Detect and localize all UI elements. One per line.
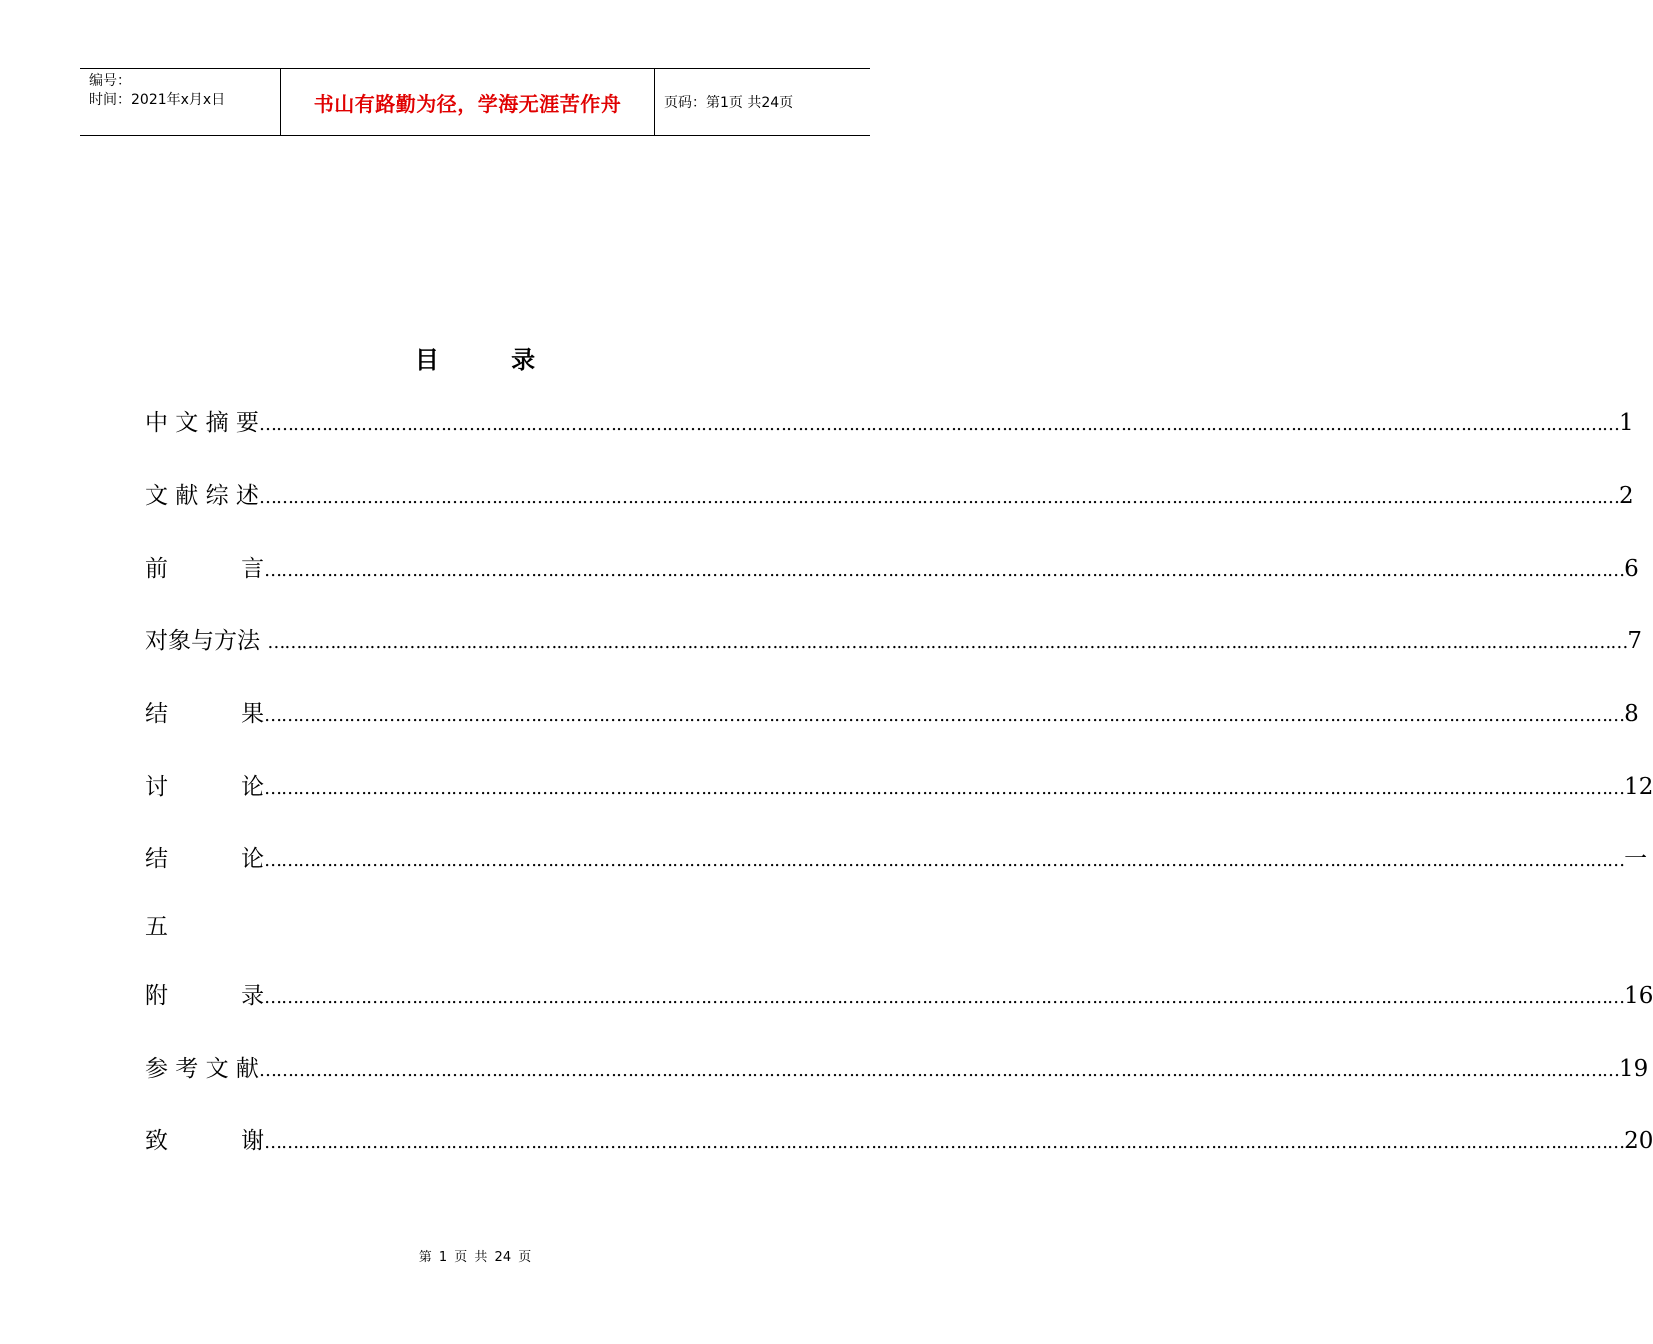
toc-entry[interactable]	[145, 695, 1639, 728]
toc-entry-page: 6	[1624, 556, 1639, 582]
toc-entry-page: 一	[1624, 846, 1648, 872]
toc-leader-dots: ……………………………………………………………………………………………………………………………………………………………………………………………………………………	[264, 850, 1625, 871]
toc-leader-dots: ……………………………………………………………………………………………………………………………………………………………………………………………………………………	[258, 414, 1619, 435]
page-header	[80, 68, 870, 136]
header-page-info: 页码：第1页 共24页	[664, 95, 794, 111]
toc-entry[interactable]	[145, 404, 1634, 437]
toc-entry-label: 参 考 文 献	[145, 1056, 259, 1082]
code-label: 编号：	[89, 73, 131, 89]
page-footer: 第 1 页 共 24 页	[418, 1250, 532, 1265]
toc-entry-label: 对象与方法	[145, 628, 268, 654]
toc-leader-dots: ……………………………………………………………………………………………………………………………………………………………………………………………………………………	[258, 1060, 1619, 1081]
toc-entry[interactable]	[145, 768, 1653, 801]
toc-entry[interactable]	[145, 1050, 1649, 1083]
toc-entry[interactable]	[145, 1122, 1653, 1155]
toc-entry-label: 致 谢	[145, 1128, 265, 1154]
toc-leader-dots: ……………………………………………………………………………………………………………………………………………………………………………………………………………………	[264, 560, 1625, 581]
toc-entry-page: 16	[1624, 983, 1653, 1009]
toc-entry-label: 附 录	[145, 983, 265, 1009]
toc-leader-dots: ……………………………………………………………………………………………………………………………………………………………………………………………………………………	[264, 778, 1625, 799]
toc-entry[interactable]	[145, 840, 1648, 873]
toc-entry-page-continuation: 五	[145, 914, 168, 940]
toc-entry-page: 20	[1624, 1128, 1653, 1154]
toc-entry-label: 结 果	[145, 701, 265, 727]
toc-entry-page: 2	[1618, 483, 1634, 509]
toc-leader-dots: ……………………………………………………………………………………………………………………………………………………………………………………………………………………	[264, 987, 1625, 1008]
toc-entry[interactable]	[145, 977, 1653, 1010]
toc-entry-page: 1	[1618, 410, 1634, 436]
toc-entry-page: 19	[1618, 1056, 1649, 1082]
toc-entry-label: 讨 论	[145, 774, 265, 800]
toc-entry[interactable]	[145, 550, 1639, 583]
toc-leader-dots: ……………………………………………………………………………………………………………………………………………………………………………………………………………………	[264, 705, 1625, 726]
toc-entry[interactable]	[145, 477, 1634, 510]
toc-leader-dots: ……………………………………………………………………………………………………………………………………………………………………………………………………………………	[267, 632, 1628, 653]
toc-entry-page: 12	[1624, 774, 1653, 800]
toc-title: 目 录	[414, 345, 568, 374]
toc-entry-page: 7	[1627, 628, 1642, 654]
toc-entry-label: 文 献 综 述	[145, 483, 259, 509]
toc-entry[interactable]	[145, 622, 1642, 655]
toc-leader-dots: ……………………………………………………………………………………………………………………………………………………………………………………………………………………	[264, 1132, 1625, 1153]
time-label: 时间：2021年x月x日	[89, 92, 226, 108]
header-meta	[80, 69, 281, 135]
toc-entry-label: 结 论	[145, 846, 265, 872]
toc-entry-label: 前 言	[145, 556, 265, 582]
toc-entry-label: 中 文 摘 要	[145, 410, 259, 436]
toc-entry-page: 8	[1624, 701, 1639, 727]
header-motto: 书山有路勤为径，学海无涯苦作舟	[281, 69, 655, 135]
toc-leader-dots: ……………………………………………………………………………………………………………………………………………………………………………………………………………………	[258, 487, 1619, 508]
